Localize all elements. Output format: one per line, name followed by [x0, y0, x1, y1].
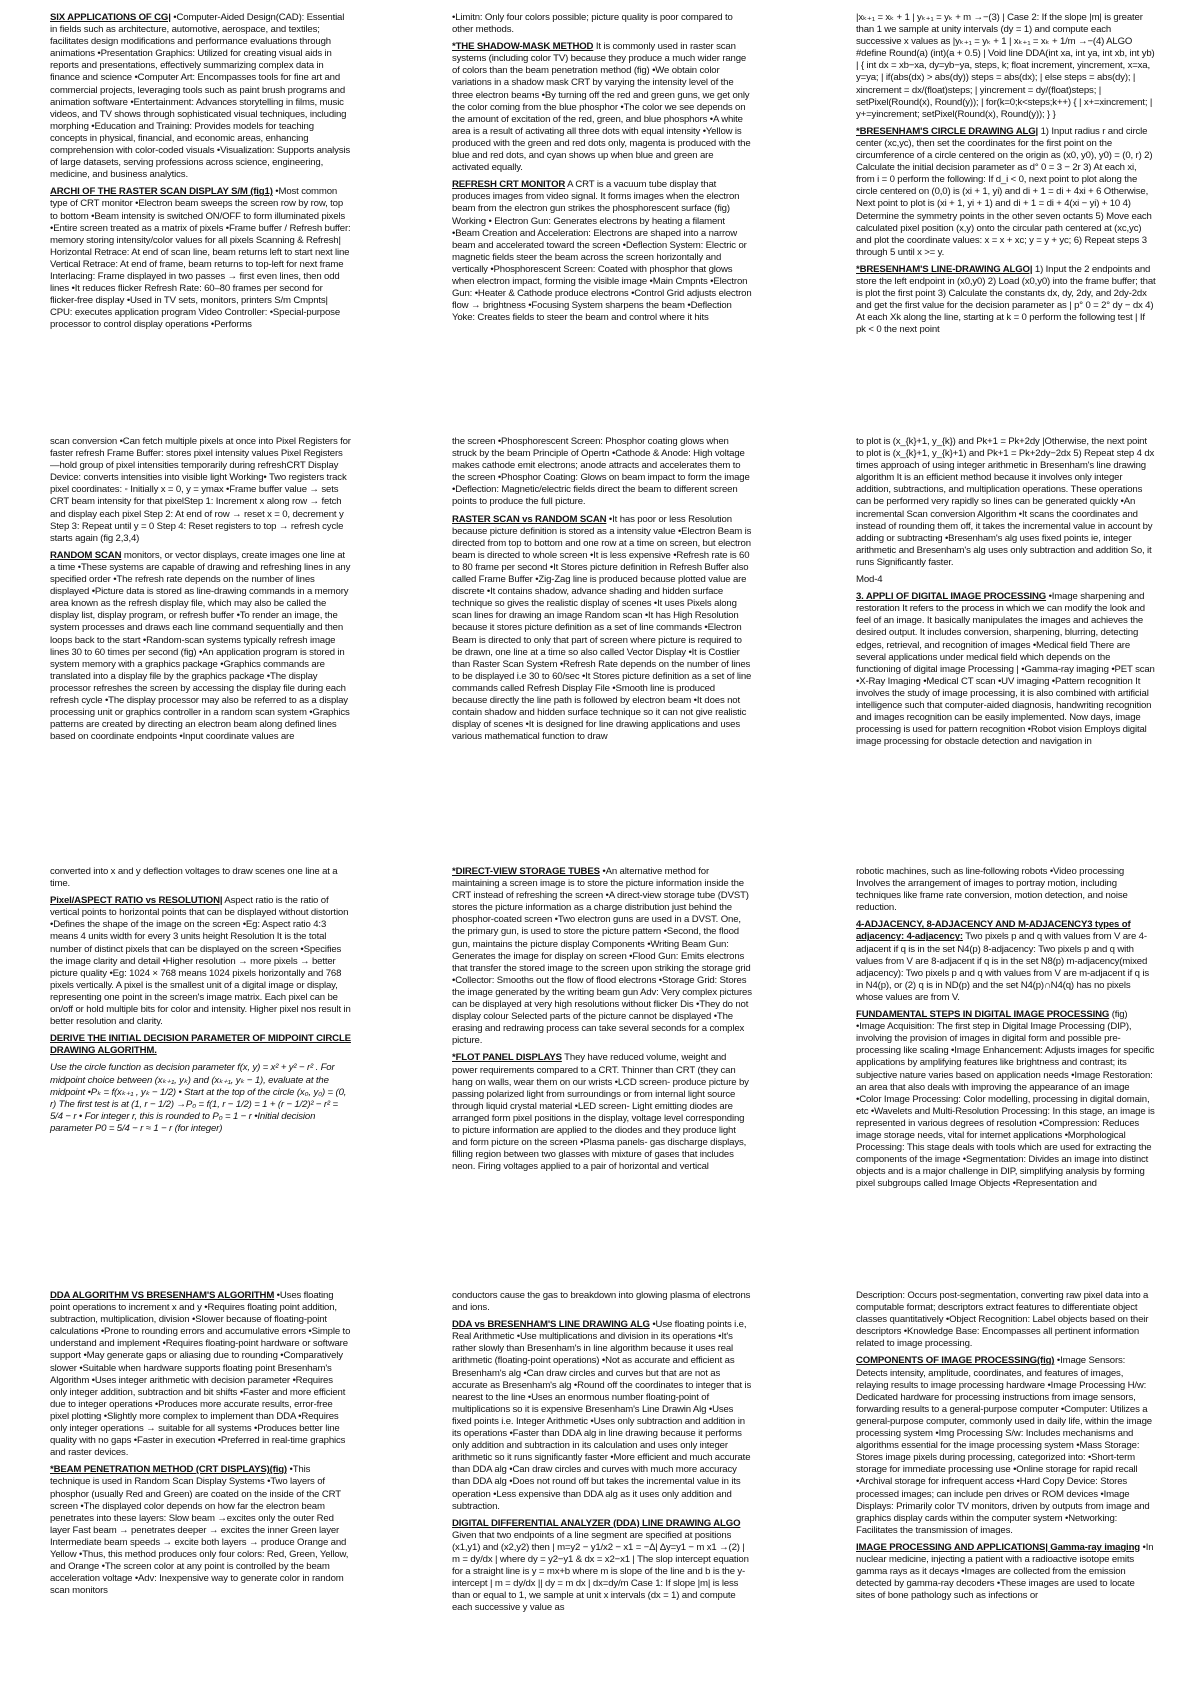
math-derivation: Use the circle function as decision parameter f(x, y) = x² + y² − r² . For midpoint choice between (xₖ₊₁, yₖ) and (xₖ₊₁, yₖ − 1), evaluate at the midpoint •Pₖ = f(xₖ₊₁ , yₖ − 1/2) • Start at the top of the circle (x₀, y₀) = (0, r) The first test is at (1, r − 1/2) →P₀ = f(1, r − 1/2) = 1 + (r − 1/2)² − r² = 5/4 − r • For integer r, this is rounded to P₀ = 1 − r •Initial decision parameter P0 = 5/4 − r ≈ 1 − r (for integer) — [50, 1062, 347, 1134]
section-text: It is commonly used in raster scan systems (including color TV) because they produce a much wider range of colors than the beam penetration method (fig) •We obtain color variations in a shadow mask CRT by varying the intensity level of the three electron beams •By turning off the red and green guns, we get only the color coming from the blue phosphor •The color we see depends on the amount of excitation of the red, green, and blue phosphors •A white area is a result of activating all three dots with equal intensity •Yellow is produced with the green and red dots only, magenta is produced with the blue and red dots, and cyan shows up when blue and green are activated equally. — [452, 41, 751, 174]
col2-block3 — [452, 866, 752, 1258]
paragraph — [452, 436, 752, 509]
section-heading: 4-ADJACENCY, 8-ADJACENCY AND M-ADJACENCY3 types of adjacency: 4-adjacency: — [856, 919, 1131, 943]
col2-block4 — [452, 1290, 752, 1686]
section-text: (fig) •Image Acquisition: The first step in Digital Image Processing (DIP), involving the provision of images in digital form and possible pre-processing like scaling •Image Enhancement: Adjusts images for specific applications by amplifying features like brightness and contrast; its subjective nature varies based on application needs •Image Restoration: an area that also deals with improving the appearance of an image •Color Image Processing: Color modelling, processing in digital domain, etc •Wavelets and Multi-Resolution Processing: In this stage, an image is represented in various degrees of resolution •Compression: Reduces image storage needs, vital for internet applications •Morphological Processing: This stage deals with tools which are used for extracting the components of the image •Segmentation: Divides an image into distinct objects and is a major challenge in DIP, simplifying analysis by forming pixel subgroups called Image Objects •Representation and — [856, 1009, 1155, 1190]
section-text: •Image Sensors: Detects intensity, amplitude, coordinates, and features of images, relaying results to image processing hardware •Image Processing H/w: Dedicated hardware for processing instructions from image sensors, forwarding results to a general-purpose computer •Computer: Utilizes a general-purpose computer, commonly used in daily life, within the image processing system •Img Processing S/w: Includes mechanisms and algorithms essential for the image processing system •Mass Storage: Stores image pixels during processing, categorized into: •Short-term storage for immediate processing use •Online storage for rapid recall •Archival storage for infrequent access •Hard Copy Device: Stores processed images; can include pen drives or ROM devices •Image Displays: Primarily color TV monitors, driven by outputs from image and graphics display cards within the computer system •Networking: Facilitates the transmission of images. — [856, 1355, 1152, 1536]
section-text: Given that two endpoints of a line segment are specified at positions (x1,y1) and (x2,y2) then | m=y2 − y1/x2 − x1 = −Δ| Δy=y1 − m x1 →(2) | m = dy/dx | where dy = y2−y1 & dx = x2−x1 | The slop intercept equation for a straight line is y = mx+b where m is slope of the line and b is the y-intercept | m = dy/dx || dy = m dx | dx=dy/m Case 1: If slope |m| is less than or equal to 1, we sample at unit x intervals (dx = 1) and compute each successive y value as — [452, 1529, 749, 1614]
paragraph — [856, 12, 1156, 121]
section-text: •Uses floating point operations to increment x and y •Requires floating point addition, subtraction, multiplication, division •Slower because of floating-point calculations •Prone to rounding errors and accumulative errors •Simple to understand and implement •Requires floating-point hardware or software support •May generate gaps or aliasing due to rounding •Comparatively slower •Suitable when hardware supports floating point Bresenham's Algorithm •Uses integer arithmetic with decision parameter •Requires only integer addition, subtraction and bit shifts •Faster and more efficient due to integer operations •Produces more accurate results, error-free pixel plotting •Slightly more complex to implement than DDA •Requires only integer operations → suitable for all systems •Produces better line quality with no gaps •Faster in execution •Preferred in real-time graphics and raster devices. — [50, 1290, 351, 1459]
paragraph — [452, 12, 752, 36]
paragraph — [50, 1464, 352, 1597]
section-heading: IMAGE PROCESSING AND APPLICATIONS| Gamma-ray imaging — [856, 1541, 1140, 1553]
col1-block1 — [50, 12, 352, 331]
section-text: the screen •Phosphorescent Screen: Phosphor coating glows when struck by the beam Principle of Opertn •Cathode & Anode: High voltage makes cathode emit electrons; anode attracts and accelerates them to the screen •Phosphor Coating: Glows on beam impact to form the image •Deflection: Magnetic/electric fields direct the beam to different screen points to produce the full picture. — [452, 436, 750, 508]
col1-block2 — [50, 436, 352, 826]
section-text: robotic machines, such as line-following robots •Video processing Involves the arrangement of images to portray motion, including techniques like frame rate conversion, motion detection, and noise reduction. — [856, 866, 1128, 914]
section-text: •This technique is used in Random Scan Display Systems •Two layers of phosphor (usually Red and Green) are coated on the inside of the CRT screen •The displayed color depends on how far the electron beam penetrates into these layers: Slow beam →excites only the outer Red layer Fast beam → penetrates deeper → excites the inner Green layer Intermediate beam speeds → excite both layers → produce Orange and Yellow •Thus, this method produces only four colors: Red, Green, Yellow, and Orange •The screen color at any point is controlled by the beam acceleration voltage •Adv: Inexpensive way to generate color in random scan monitors — [50, 1464, 349, 1597]
paragraph — [50, 1290, 352, 1459]
paragraph — [856, 591, 1156, 748]
paragraph — [50, 1062, 352, 1135]
paragraph — [452, 866, 752, 1047]
section-text: •It has poor or less Resolution because picture definition is stored as a intensity value •Electron Beam is directed from top to bottom and one row at a time on screen, but electron beam is directed to whole screen •It is less expensive •Refresh rate is 60 to 80 frame per second •It Stores picture definition in Refresh Buffer also called Frame Buffer •Zig-Zag line is produced because plotted value are discrete •It contains shadow, advance shading and hidden surface technique so gives the realistic display of scenes •It uses Pixels along scan lines for drawing an image Random scan •It has High Resolution because it stores picture definition as a set of line commands •Electron Beam is directed to only that part of screen where picture is required to be drawn, one line at a time so also called Vector Display •It is Costlier than Raster Scan System •Refresh Rate depends on the number of lines to be displayed i.e 30 to 60/sec •It Stores picture definition as a set of line commands called Refresh Display File •Smooth line is produced because directly the line path is followed by electron beam •It does not contain shadow and hidden surface technique so it can not give realistic display of scenes •It is designed for line drawing applications and uses various mathematical function to draw — [452, 513, 752, 743]
section-heading: ARCHI OF THE RASTER SCAN DISPLAY S/M (fig1) — [50, 186, 273, 198]
section-heading: Pixel/ASPECT RATIO vs RESOLUTION| — [50, 895, 223, 907]
section-heading: DDA ALGORITHM VS BRESENHAM'S ALGORITHM — [50, 1290, 275, 1301]
paragraph — [452, 1518, 752, 1615]
col2-block1 — [452, 12, 752, 396]
col3-block4 — [856, 1290, 1156, 1686]
section-heading: COMPONENTS OF IMAGE PROCESSING(fig) — [856, 1355, 1055, 1367]
paragraph — [856, 866, 1156, 914]
paragraph — [452, 41, 752, 174]
section-heading: REFRESH CRT MONITOR — [452, 179, 566, 191]
section-heading: RASTER SCAN vs RANDOM SCAN — [452, 513, 607, 525]
section-text: They have reduced volume, weight and power requirements compared to a CRT. Thinner than CRT (they can hang on walls, wear them on our wrists •LCD screen- produce picture by passing polarized light from surroundings or from internal light source through liquid crystal material •LED screen- Light emitting diodes are arranged form pixel positions in the display, voltage level corresponding to picture information are applied to the diodes and they produce light and form picture on the screen •Plasma panels- gas discharge displays, filling region between two glasses with mixture of gases that includes neon. Firing voltages applied to a pair of horizontal and vertical — [452, 1052, 749, 1173]
paragraph — [856, 1009, 1156, 1190]
paragraph — [452, 1052, 752, 1173]
section-heading: *DIRECT-VIEW STORAGE TUBES — [452, 866, 600, 877]
section-heading: RANDOM SCAN — [50, 549, 122, 561]
section-text: 1) Input radius r and circle center (xc,yc), then set the coordinates for the first point on the circumference of a circle centered on the origin as (x0, y0), y0) = (0, r) 2) Calculate the initial decision parameter as d° 0 = 3 − 2r 3) At each xi, from i = 0 perform the following: If d_i < 0, next point to plot along the circle centered on (0,0) is (xi + 1, yi) and di + 1 = di + 4xi + 6 Otherwise, Next point to plot is (xi + 1, yi + 1) and di + 1 = di + 4(xi − yi) + 10 4) Determine the symmetry points in the other seven octants 5) Move each calculated pixel position (x,y) onto the circular path centered at (xc,yc) and plot the coordinate values: x = x + xc; y = y + yc; 6) Repeat steps 3 through 5 until x >= y. — [856, 125, 1153, 258]
section-text: •Limitn: Only four colors possible; picture quality is poor compared to other methods. — [452, 12, 733, 36]
section-text: conductors cause the gas to breakdown into glowing plasma of electrons and ions. — [452, 1290, 751, 1314]
section-heading: *BEAM PENETRATION METHOD (CRT DISPLAYS)(fig) — [50, 1464, 287, 1476]
col1-block3 — [50, 866, 352, 1256]
paragraph — [50, 895, 352, 1028]
paragraph — [50, 866, 352, 890]
section-heading: *FLOT PANEL DISPLAYS — [452, 1052, 562, 1064]
section-text: scan conversion •Can fetch multiple pixels at once into Pixel Registers for faster refresh Frame Buffer: stores pixel intensity values Pixel Registers—hold group of pixel intensities temporarily during refreshCRT Display Device: converts intensities into visible light Working• Two registers track pixel coordinates: ◦ Initially x = 0, y = ymax •Frame buffer value → sets CRT beam intensity for that pixelStep 1: Increment x along row → fetch and display each pixel Step 2: At end of row → reset x = 0, decrement y Step 3: Repeat until y = 0 Step 4: Reset registers to top → refresh cycle starts again (fig 2,3,4) — [50, 436, 351, 544]
col3-block3 — [856, 866, 1156, 1258]
section-text: •Computer-Aided Design(CAD): Essential in fields such as architecture, automotive, aerospace, and textiles; facilitates design modifications and performance evaluations through animations •Presentation Graphics: Utilized for creating visual aids in reports and presentations, effectively summarizing complex data in finance and science •Computer Art: Encompasses tools for fine art and commercial projects, leveraging tools such as paint brush programs and animation software •Entertainment: Advances storytelling in films, music videos, and TV shows through sophisticated visual techniques, including morphing •Education and Training: Provides models for teaching concepts in physical, financial, and economic areas, enhancing comprehension with color-coded visuals •Visualization: Supports analysis of large datasets, serving professions across science, engineering, medicine, and business analytics. — [50, 12, 351, 181]
section-text: •An alternative method for maintaining a screen image is to store the picture information inside the CRT instead of refreshing the screen •A direct-view storage tube (DVST) stores the picture information as a charge distribution just behind the phosphor-coated screen •Two electron guns are used in a DVST. One, the primary gun, is used to store the picture pattern •Second, the flood gun, maintains the picture display Components •Writing Beam Gun: Generates the image for display on screen •Flood Gun: Emits electrons that transfer the stored image to the screen upon striking the storage grid •Collector: Smooths out the flow of flood electrons •Storage Grid: Stores the image generated by the writing beam gun Adv: Very complex pictures can be displayed at very high resolutions without flicker Dis •They do not display colour Selected parts of the picture cannot be displayed •The erasing and redrawing process can take several seconds for a complex picture. — [452, 866, 752, 1047]
section-text: •Use floating points i.e, Real Arithmetic •Use multiplications and division in its operations •It's rather slowly than Bresenham's in line algorithm because it uses real arithmetic (floating-point operations) •Not as accurate and efficient as Bresenham's alg •Can draw circles and curves but that are not as accurate as Bresenham's alg •Round off the coordinates to integer that is nearest to the line •Uses an enormous number floating-point of multiplications so it is expensive Bresenham's Line Drawin Alg •Uses fixed points i.e. Integer Arithmetic •Uses only subtraction and addition in its operations •Faster than DDA alg in line drawing because it performs only addition and subtraction in its calculation and uses only integer arithmetic so it runs significantly faster •More efficient and much accurate than DDA alg •Can draw circles and curves with much more accuracy than DDA alg •Does not round off but takes the incremental value in its operation •Less expensive than DDA alg as it uses only addition and subtraction. — [452, 1319, 752, 1512]
paragraph — [856, 126, 1156, 259]
paragraph — [452, 514, 752, 744]
section-text: Aspect ratio is the ratio of vertical points to horizontal points that can be displayed without distortion •Defines the shape of the image on the screen •Eg: Aspect ratio 4:3 means 4 units width for every 3 units height Resolution It is the total number of distinct pixels that can be displayed on the screen •Specifies the image clarity and detail •Higher resolution → more pixels → better picture quality •Eg: 1024 × 768 means 1024 pixels horizontally and 768 pixels vertically. A pixel is the smallest unit of a digital image or display, representing one point in the screen's image matrix. Each pixel can be on/off or hold multiple bits for color and intensity. Higher pixel nos result in better resolution and clarity. — [50, 895, 351, 1028]
section-text: 1) Input the 2 endpoints and store the left endpoint in (x0,y0) 2) Load (x0,y0) into the frame buffer; that is plot the first point 3) Calculate the constants dx, dy, 2dy, and 2dy-2dx and get the first value for the decision parameter as | p° 0 = 2° dy − dx 4) At each Xk along the line, starting at k = 0 perform the following test | If pk < 0 the next point — [856, 263, 1156, 336]
col1-block4 — [50, 1290, 352, 1686]
section-text: Mod-4 — [856, 574, 883, 586]
section-heading: FUNDAMENTAL STEPS IN DIGITAL IMAGE PROCESSING — [856, 1009, 1110, 1021]
section-heading: *BRESENHAM'S CIRCLE DRAWING ALG| — [856, 125, 1039, 137]
section-text: •In nuclear medicine, injecting a patient with a radioactive isotope emits gamma rays as it decays •Images are collected from the emission detected by gamma-ray decoders •These images are used to locate sites of bone pathology such as infections or — [856, 1541, 1154, 1602]
paragraph — [856, 919, 1156, 1004]
col3-block1 — [856, 12, 1156, 396]
section-heading: *THE SHADOW-MASK METHOD — [452, 41, 594, 53]
paragraph — [50, 1033, 352, 1057]
section-text: monitors, or vector displays, create images one line at a time •These systems are capable of drawing and refreshing lines in any specified order •The refresh rate depends on the number of lines displayed •Picture data is stored as line-drawing commands in a memory area known as the refresh display file, which may also be called the display list, display program, or refresh buffer •To render an image, the system processes and draws each line command sequentially and then loops back to the start •Random-scan systems typically refresh image lines 30 to 60 times per second (fig) •An application program is stored in system memory with a graphics package •Graphics commands are translated into a display file by the graphics package •The display processor refreshes the screen by accessing the display file during each refresh cycle •The display processor may also be referred to as a display processing unit or graphics controller in a random scan system •Graphics patterns are created by directing an electron beam along defined lines based on coordinate endpoints •Input coordinate values are — [50, 549, 351, 743]
section-text: converted into x and y deflection voltages to draw scenes one line at a time. — [50, 866, 338, 890]
paragraph — [856, 264, 1156, 337]
section-text: |xₖ₊₁ = xₖ + 1 | yₖ₊₁ = yₖ + m →−(3) | Case 2: If the slope |m| is greater than 1 we sample at unity intervals (dy = 1) and compute each successive x values as |yₖ₊₁ = yₖ + 1 | xₖ₊₁ = xₖ + 1/m →−(4) ALGO #define Round(a) (int)(a + 0.5) | Void line DDA(int xa, int ya, int xb, int yb) | { int dx = xb−xa, dy=yb−ya, steps, k; float increment, yincrement, x=xa, y=ya; | if(abs(dx) > abs(dy)) steps = abs(dx); | else steps = abs(dy); | xincrement = dx/(float)steps; | yincrement = dy/(float)steps; | setPixel(Round(x), Round(y)); | for(k=0;k<steps;k++) { | x+=xincrement; | y+=yincrement; setPixel(Round(x), Round(y)); } } — [856, 12, 1155, 120]
col2-block2 — [452, 436, 752, 826]
section-text: to plot is (x_{k}+1, y_{k}) and Pk+1 = Pk+2dy |Otherwise, the next point to plot is (x_{k}+1, y_{k}+1) and Pk+1 = Pk+2dy−2dx 5) Repeat step 4 dx times approach of using integer arithmetic in Bresenham's line drawing algorithm It is an efficient method because it involves only integer addition, subtractions, and multiplication operations. These operations can be performed very rapidly so lines can be generated quickly •An incremental Scan conversion Algorithm •It scans the coordinates and instead of rounding them off, it takes the incremental value in account by adding or subtracting •Bresenham's alg uses fixed points ie, integer arithmetic and Bresenham's alg uses only subtraction and addition So, it runs Significantly faster. — [856, 436, 1155, 568]
paragraph — [452, 179, 752, 324]
paragraph — [50, 436, 352, 545]
section-heading: DERIVE THE INITIAL DECISION PARAMETER OF MIDPOINT CIRCLE DRAWING ALGORITHM. — [50, 1033, 351, 1057]
paragraph — [856, 1290, 1156, 1350]
section-heading: *BRESENHAM'S LINE-DRAWING ALGO| — [856, 263, 1033, 275]
section-text: Description: Occurs post-segmentation, converting raw pixel data into a computable format; descriptors extract features to differentiate object classes quantitatively •Object Recognition: Label objects based on their descriptors •Knowledge Base: Encompasses all pertinent information related to image processing. — [856, 1290, 1149, 1350]
paragraph — [452, 1319, 752, 1513]
paragraph — [452, 1290, 752, 1314]
paragraph — [856, 574, 1156, 586]
section-text: Two pixels p and q with values from V are 4-adjacent if q is in the set N4(p) 8-adjacency: Two pixels p and q with values from V are 8-adjacent if q is in the set N8(p) m-adjacency(mixed adjacency): Two pixels p and q with values from V are m-adjacent if q is in N4(p), or (2) q is in ND(p) and the set N4(p)∩N4(q) has no pixels whose values are from V. — [856, 931, 1149, 1003]
section-heading: SIX APPLICATIONS OF CG| — [50, 12, 171, 23]
col3-block2 — [856, 436, 1156, 826]
section-heading: DIGITAL DIFFERENTIAL ANALYZER (DDA) LINE DRAWING ALGO — [452, 1517, 741, 1529]
section-text: •Most common type of CRT monitor •Electron beam sweeps the screen row by row, top to bottom •Beam intensity is switched ON/OFF to form illuminated pixels •Entire screen treated as a matrix of pixels •Frame buffer / Refresh buffer: memory storing intensity/color values for all pixels Scanning & Refresh| Horizontal Retrace: At end of scan line, beam returns left to start next line Vertical Retrace: At end of frame, beam returns to top-left for next frame Interlacing: Frame displayed in two passes → first even lines, then odd lines •It reduces flicker Refresh Rate: 60–80 frames per second for flicker-free display •Used in TV sets, monitors, printers S/m Cmpnts| CPU: executes application program Video Controller: •Special-purpose processor to control display operations •Performs — [50, 186, 351, 331]
paragraph — [856, 1542, 1156, 1602]
paragraph — [50, 12, 352, 181]
section-text: A CRT is a vacuum tube display that produces images from video signal. It forms images when the electron beam from the electron gun strikes the phosphorescent surface (fig) Working • Electron Gun: Generates electrons by heating a filament •Beam Creation and Acceleration: Electrons are shaped into a narrow beam and accelerated toward the screen •Deflection System: Electric or magnetic fields steer the beam across the screen horizontally and vertically •Phosphorescent Screen: Coated with phosphor that glows when electron impact, forming the visible image •Main Cmpnts •Electron Gun: •Heater & Cathode produce electrons •Control Grid adjusts electron flow → brightness •Focusing System sharpens the beam •Deflection Yoke: Creates fields to steer the beam and control where it hits — [452, 179, 752, 324]
paragraph — [856, 436, 1156, 569]
paragraph — [50, 550, 352, 744]
section-heading: DDA vs BRESENHAM'S LINE DRAWING ALG — [452, 1319, 650, 1331]
section-heading: 3. APPLI OF DIGITAL IMAGE PROCESSING — [856, 591, 1047, 603]
paragraph — [856, 1355, 1156, 1536]
section-text: •Image sharpening and restoration It refers to the process in which we can modify the look and feel of an image. It basically manipulates the images and achieves the desired output. It includes conversion, sharpening, blurring, detecting edges, retrieval, and recognition of images •Medical field There are several applications under medical field which depends on the functioning of digital image Processing | •Gamma-ray imaging •PET scan •X-Ray Imaging •Medical CT scan •UV imaging •Pattern recognition It involves the study of image processing, it is also combined with artificial intelligence such that computer-aided diagnosis, handwriting recognition and images recognition can be easily implemented. Now days, image processing is used for pattern recognition •Robot vision Employs digital image processing for obstacle detection and navigation in — [856, 591, 1155, 748]
paragraph — [50, 186, 352, 331]
